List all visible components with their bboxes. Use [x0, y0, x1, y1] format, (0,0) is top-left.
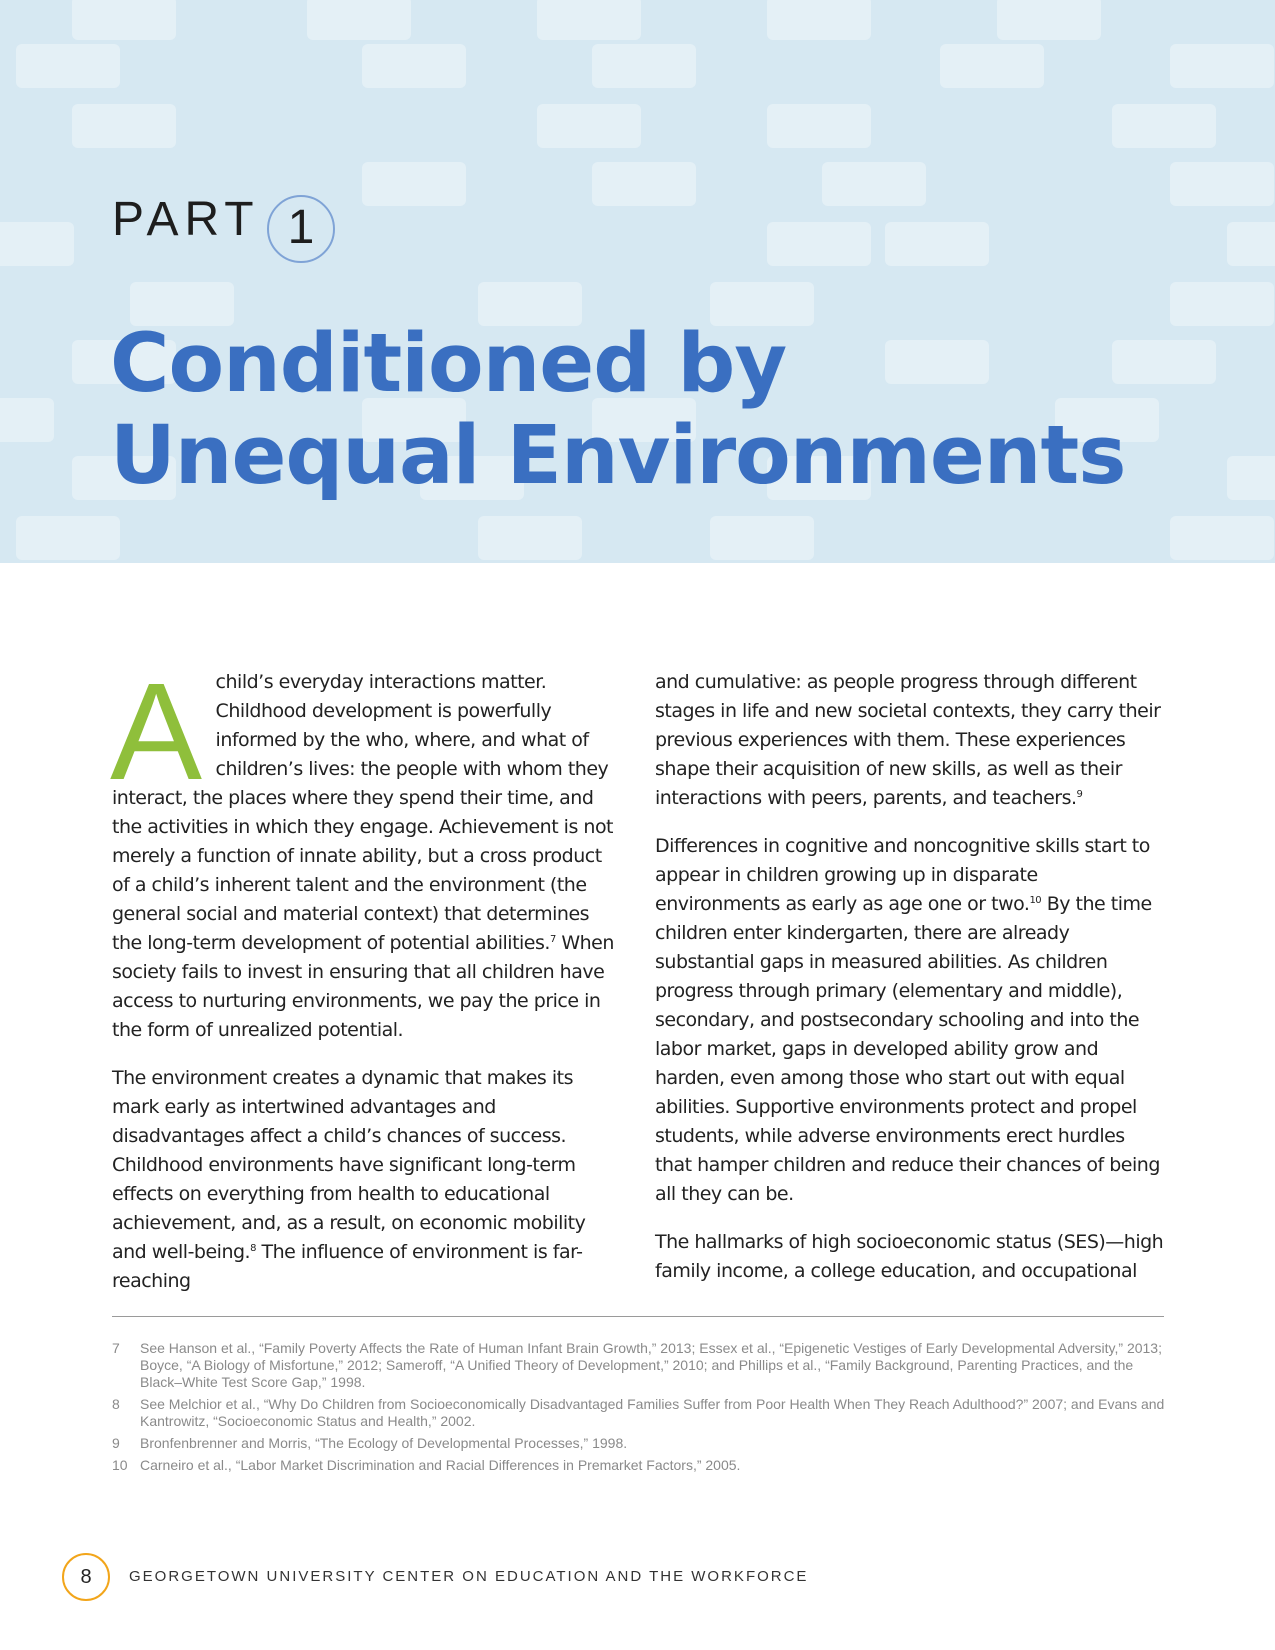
pattern-tile — [362, 162, 466, 206]
chapter-title-line-1: Conditioned by — [110, 317, 787, 411]
paragraph-text: The influence of environment is far-reaching — [112, 1241, 583, 1292]
pattern-tile — [362, 44, 466, 88]
footnote-divider — [112, 1316, 1164, 1317]
footnote — [112, 1457, 1172, 1474]
paragraph-text: The environment creates a dynamic that makes its mark early as intertwined advantages and disadvantages affect a child’s chances of success. Childhood environments have significant long-term effects on everything from health to educational achievement, and, as a result, on economic mobility and well-being. — [112, 1067, 586, 1263]
pattern-tile — [997, 0, 1101, 40]
footnote-ref[interactable]: 9 — [1076, 789, 1083, 800]
paragraph-text: child’s everyday interactions matter. Childhood development is powerfully informed by the who, where, and what of children’s lives: the people with whom they interact, the places where they spend their time, and the activities in which they engage. Achievement is not merely a function of innate ability, but a cross product of a child’s inherent talent and the environment (the general social and material context) that determines the long-term development of potential abilities. — [112, 671, 614, 954]
pattern-tile — [940, 44, 1044, 88]
footnote-ref[interactable]: 10 — [1029, 895, 1042, 906]
pattern-tile — [537, 0, 641, 40]
footnote — [112, 1340, 1172, 1391]
pattern-tile — [767, 0, 871, 40]
pattern-tile — [478, 516, 582, 560]
paragraph-text: By the time children enter kindergarten, there are already substantial gaps in measured abilities. As children progress through primary (elementary and middle), secondary, and postsecondary schooling and into the labor market, gaps in developed ability grow and harden, even among those who start out with equal abilities. Supportive environments protect and propel students, while adverse environments erect hurdles that hamper children and reduce their chances of being all they can be. — [655, 893, 1160, 1205]
footer-organization: GEORGETOWN UNIVERSITY CENTER ON EDUCATION AND THE WORKFORCE — [129, 1568, 809, 1585]
pattern-tile — [1112, 104, 1216, 148]
part-number: 1 — [287, 201, 315, 254]
part-label: PART — [112, 193, 260, 246]
pattern-tile — [16, 44, 120, 88]
body-column-right — [655, 668, 1165, 1305]
footnote-ref[interactable]: 8 — [250, 1243, 256, 1254]
footnote-text: See Melchior et al., “Why Do Children from Socioeconomically Disadvantaged Families Suffer from Poor Health When They Reach Adulthood?” 2007; and Evans and Kantrowitz, “Socioeconomic Status and Health,” 2002. — [140, 1396, 1165, 1429]
footnote-number: 9 — [112, 1435, 120, 1451]
pattern-tile — [1112, 340, 1216, 384]
pattern-tile — [1227, 222, 1275, 266]
footnote — [112, 1435, 1172, 1452]
paragraph-text: and cumulative: as people progress through different stages in life and new societal contexts, they carry their previous experiences with them. These experiences shape their acquisition of new skills, as well as their interactions with peers, parents, and teachers. — [655, 671, 1161, 809]
pattern-tile — [885, 222, 989, 266]
pattern-tile — [1170, 44, 1274, 88]
paragraph-text: When society fails to invest in ensuring that all children have access to nurturing environments, we pay the price in the form of unrealized potential. — [112, 932, 614, 1041]
pattern-tile — [1170, 282, 1274, 326]
pattern-tile — [72, 0, 176, 40]
footnote-text: Bronfenbrenner and Morris, “The Ecology of Developmental Processes,” 1998. — [140, 1435, 628, 1451]
body-column-left — [110, 655, 620, 1315]
paragraph — [655, 668, 1165, 813]
footnote-text: Carneiro et al., “Labor Market Discrimination and Racial Differences in Premarket Factors,” 2005. — [140, 1457, 741, 1473]
page-number: 8 — [62, 1553, 110, 1601]
pattern-tile — [16, 516, 120, 560]
pattern-tile — [767, 222, 871, 266]
pattern-tile — [767, 104, 871, 148]
footnote-ref[interactable]: 7 — [549, 934, 556, 945]
footnote-number: 8 — [112, 1396, 120, 1412]
pattern-tile — [592, 162, 696, 206]
chapter-title — [110, 318, 1125, 502]
pattern-tile — [592, 44, 696, 88]
drop-cap: A — [110, 655, 202, 809]
paragraph — [655, 832, 1165, 1209]
chapter-title-line-2: Unequal Environments — [110, 409, 1126, 503]
paragraph — [110, 655, 620, 1045]
paragraph — [112, 1064, 620, 1296]
pattern-tile — [307, 0, 411, 40]
pattern-tile — [0, 222, 74, 266]
pattern-tile — [72, 104, 176, 148]
paragraph-text: The hallmarks of high socioeconomic status (SES)—high family income, a college education, and occupational — [655, 1231, 1164, 1282]
footnote — [112, 1396, 1172, 1430]
pattern-tile — [1170, 162, 1274, 206]
paragraph-text: Differences in cognitive and noncognitive skills start to appear in children growing up in disparate environments as early as age one or two. — [655, 835, 1150, 915]
pattern-tile — [710, 516, 814, 560]
footnote-number: 10 — [112, 1457, 128, 1473]
paragraph — [655, 1228, 1165, 1286]
footnote-number: 7 — [112, 1340, 120, 1356]
pattern-tile — [822, 162, 926, 206]
pattern-tile — [1227, 456, 1275, 500]
pattern-tile — [1170, 516, 1274, 560]
footnote-text: See Hanson et al., “Family Poverty Affects the Rate of Human Infant Brain Growth,” 2013; Essex et al., “Epigenetic Vestiges of Early Developmental Adversity,” 2013; Boyce, “A Biology of Misfortune,” 2012; Sameroff, “A Unified Theory of Development,” 2010; and Phillips et al., “Family Background, Parenting Practices, and the Black–White Test Score Gap,” 1998. — [140, 1340, 1162, 1390]
pattern-tile — [0, 398, 54, 442]
pattern-tile — [537, 104, 641, 148]
footnotes — [112, 1340, 1172, 1479]
hero-banner — [0, 0, 1275, 563]
